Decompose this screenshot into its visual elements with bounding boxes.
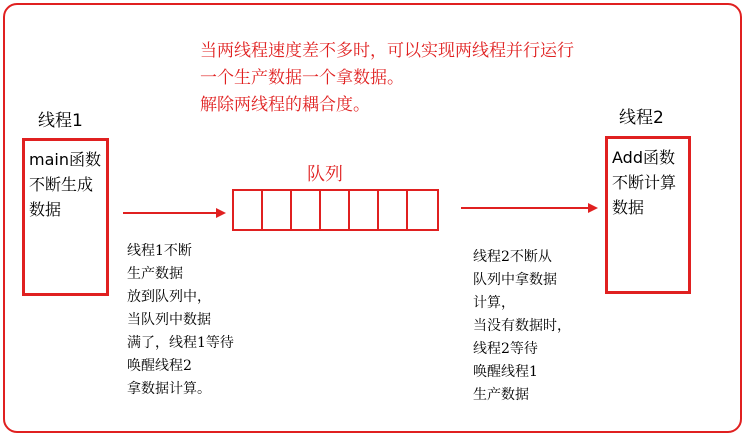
queue-cell: [263, 191, 292, 229]
queue-cell: [292, 191, 321, 229]
thread2-title: 线程2: [619, 108, 664, 128]
thread1-box-line-3: 数据: [29, 200, 62, 219]
queue-label: 队列: [307, 164, 343, 185]
explanation-note: [200, 38, 574, 119]
thread1-box-line-2: 不断生成: [29, 175, 94, 194]
thread2-desc-line-1: 线程2不断从: [473, 249, 552, 265]
note-line-1: 当两线程速度差不多时，可以实现两线程并行运行: [200, 41, 574, 61]
thread1-desc-line-7: 拿数据计算。: [127, 381, 211, 397]
thread1-title: 线程1: [38, 111, 83, 131]
thread1-desc-line-6: 唤醒线程2: [127, 358, 192, 374]
thread2-desc-line-2: 队列中拿数据: [473, 272, 557, 288]
note-line-3: 解除两线程的耦合度。: [200, 95, 370, 115]
queue-box: [232, 189, 439, 231]
thread2-box-line-2: 不断计算: [612, 173, 677, 192]
thread1-desc-line-4: 当队列中数据: [127, 312, 211, 328]
thread2-box: [605, 136, 691, 294]
queue-cell: [321, 191, 350, 229]
thread2-description: [473, 246, 571, 407]
thread2-desc-line-6: 唤醒线程1: [473, 364, 538, 380]
thread1-description: [127, 240, 234, 401]
thread1-desc-line-1: 线程1不断: [127, 243, 192, 259]
note-line-2: 一个生产数据一个拿数据。: [200, 68, 404, 88]
thread2-desc-line-4: 当没有数据时，: [473, 318, 571, 334]
thread1-box: [22, 138, 109, 296]
queue-cell: [234, 191, 263, 229]
thread1-desc-line-3: 放到队列中，: [127, 289, 211, 305]
thread2-desc-line-7: 生产数据: [473, 387, 529, 403]
thread1-desc-line-5: 满了，线程1等待: [127, 335, 234, 351]
thread1-box-line-1: main函数: [29, 150, 101, 169]
thread2-box-line-3: 数据: [612, 198, 645, 217]
queue-cell: [408, 191, 437, 229]
thread2-desc-line-3: 计算，: [473, 295, 515, 311]
queue-cell: [379, 191, 408, 229]
queue-cell: [350, 191, 379, 229]
thread1-desc-line-2: 生产数据: [127, 266, 183, 282]
thread2-desc-line-5: 线程2等待: [473, 341, 538, 357]
thread2-box-line-1: Add函数: [612, 148, 675, 167]
